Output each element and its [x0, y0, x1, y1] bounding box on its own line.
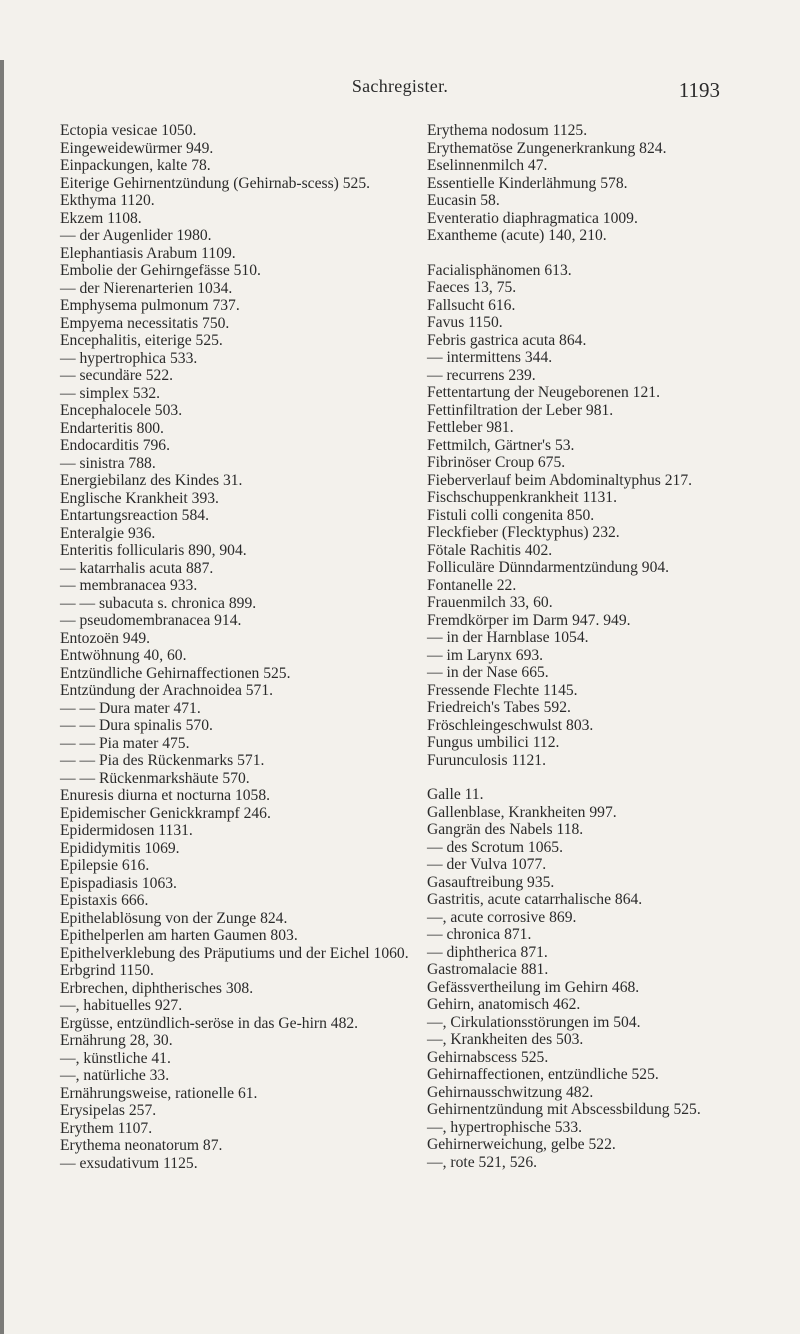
index-entry: —, habituelles 927.	[60, 997, 183, 1014]
index-entry: Gehirnentzündung mit Abscessbildung 525.	[427, 1101, 701, 1118]
index-entry: —, hypertrophische 533.	[427, 1118, 583, 1136]
index-entry: Fettinfiltration der Leber 981.	[427, 401, 614, 419]
index-entry: Fontanelle 22.	[427, 576, 517, 594]
index-entry: — — subacuta s. chronica 899.	[60, 594, 257, 612]
index-entry: — exsudativum 1125.	[60, 1154, 198, 1172]
index-entry: Gehirnabscess 525.	[427, 1048, 549, 1066]
section-gap	[427, 245, 797, 262]
index-entry: — im Larynx 693.	[427, 646, 544, 664]
index-entry: — des Scrotum 1065.	[427, 838, 564, 856]
index-entry: Eiterige Gehirnentzündung (Gehirnab-scess) 525.	[60, 174, 371, 192]
index-entry: Energiebilanz des Kindes 31.	[60, 472, 243, 489]
index-entry: —, Krankheiten des 503.	[427, 1031, 584, 1048]
index-entry: —, rote 521, 526.	[427, 1153, 538, 1171]
index-entry: Fallsucht 616.	[427, 296, 516, 314]
index-entry: Fressende Flechte 1145.	[427, 681, 578, 699]
index-entry: Fettentartung der Neugeborenen 121.	[427, 384, 660, 401]
index-entry: Facialisphänomen 613.	[427, 261, 572, 279]
running-title: Sachregister.	[351, 76, 449, 96]
index-entry: Fibrinöser Croup 675.	[427, 454, 566, 471]
index-entry: Englische Krankheit 393.	[60, 489, 219, 507]
index-entry: Fettleber 981.	[427, 419, 514, 436]
index-entry: Fröschleingeschwulst 803.	[427, 716, 594, 734]
page-number: 1193	[678, 78, 720, 102]
index-entry: — in der Nase 665.	[427, 664, 549, 681]
index-entry: Enteritis follicularis 890, 904.	[60, 542, 247, 559]
index-entry: Exantheme (acute) 140, 210.	[427, 227, 607, 244]
index-entry: Fistuli colli congenita 850.	[427, 506, 595, 524]
index-entry: —, natürliche 33.	[60, 1067, 170, 1084]
index-entry: Embolie der Gehirngefässe 510.	[60, 262, 261, 279]
index-section-f	[427, 262, 797, 770]
index-entry: — — Rückenmarkshäute 570.	[60, 769, 250, 787]
index-entry: Favus 1150.	[427, 314, 503, 331]
index-entry: — diphtherica 871.	[427, 943, 548, 961]
index-entry: Ekthyma 1120.	[60, 192, 155, 209]
index-entry: Erbgrind 1150.	[60, 962, 154, 979]
index-entry: Fischschuppenkrankheit 1131.	[427, 489, 617, 506]
index-entry: Gehirnausschwitzung 482.	[427, 1083, 594, 1101]
index-entry: Epidemischer Genickkrampf 246.	[60, 804, 271, 822]
index-entry: Friedreich's Tabes 592.	[427, 699, 571, 716]
index-entry: Ectopia vesicae 1050.	[60, 122, 197, 139]
index-entry: Galle 11.	[427, 786, 484, 803]
index-entry: — — Dura spinalis 570.	[60, 717, 213, 734]
index-section-e-continued	[427, 122, 797, 245]
index-entry: — — Pia des Rückenmarks 571.	[60, 752, 265, 769]
index-entry: Epistaxis 666.	[60, 892, 149, 909]
index-entry: Gallenblase, Krankheiten 997.	[427, 803, 617, 821]
index-entry: —, acute corrosive 869.	[427, 908, 577, 926]
index-entry: Faeces 13, 75.	[427, 279, 517, 296]
index-entry: Gefässvertheilung im Gehirn 468.	[427, 978, 640, 996]
index-entry: Gehirnerweichung, gelbe 522.	[427, 1136, 616, 1153]
index-entry: Eucasin 58.	[427, 192, 500, 209]
index-entry: Empyema necessitatis 750.	[60, 314, 230, 332]
index-entry: Fieberverlauf beim Abdominaltyphus 217.	[427, 471, 693, 489]
index-entry: Entwöhnung 40, 60.	[60, 647, 187, 664]
page-binding-edge	[0, 60, 4, 1334]
index-entry: Epilepsie 616.	[60, 857, 150, 874]
index-entry: — intermittens 344.	[427, 349, 553, 366]
index-entry: Ernährung 28, 30.	[60, 1032, 173, 1049]
index-entry: Enteralgie 936.	[60, 524, 156, 542]
index-entry: Essentielle Kinderlähmung 578.	[427, 174, 628, 192]
index-entry: Elephantiasis Arabum 1109.	[60, 244, 236, 262]
index-entry: Entzündung der Arachnoidea 571.	[60, 682, 274, 699]
index-entry: Encephalitis, eiterige 525.	[60, 332, 223, 349]
index-entry: — katarrhalis acuta 887.	[60, 559, 214, 577]
index-entry: Einpackungen, kalte 78.	[60, 157, 211, 174]
index-entry: Endocarditis 796.	[60, 437, 171, 454]
index-entry: Erythema nodosum 1125.	[427, 122, 588, 139]
index-entry: Erbrechen, diphtherisches 308.	[60, 979, 254, 997]
index-entry: Erythematöse Zungenerkrankung 824.	[427, 139, 667, 157]
index-entry: Epispadiasis 1063.	[60, 874, 177, 892]
index-entry: Gastritis, acute catarrhalische 864.	[427, 891, 643, 908]
index-entry: Fettmilch, Gärtner's 53.	[427, 436, 575, 454]
index-entry: — pseudomembranacea 914.	[60, 612, 242, 629]
index-entry: Emphysema pulmonum 737.	[60, 297, 240, 314]
index-entry: Eselinnenmilch 47.	[427, 157, 548, 174]
index-entry: — recurrens 239.	[427, 366, 536, 384]
index-entry: Epididymitis 1069.	[60, 839, 180, 857]
index-entry: Erythema neonatorum 87.	[60, 1137, 223, 1154]
index-entry: — sinistra 788.	[60, 454, 156, 472]
index-entry: Fremdkörper im Darm 947. 949.	[427, 611, 631, 629]
index-entry: Epithelperlen am harten Gaumen 803.	[60, 927, 298, 944]
index-column-right	[427, 122, 797, 1171]
index-entry: Endarteritis 800.	[60, 419, 164, 437]
index-entry: Fungus umbilici 112.	[427, 734, 560, 751]
index-entry: Ergüsse, entzündlich-seröse in das Ge-hirn 482.	[60, 1014, 359, 1032]
index-entry: Eingeweidewürmer 949.	[60, 139, 214, 157]
index-entry: — der Augenlider 1980.	[60, 227, 212, 244]
index-entry: — in der Harnblase 1054.	[427, 629, 589, 646]
index-entry: — hypertrophica 533.	[60, 349, 198, 367]
index-entry: Erysipelas 257.	[60, 1102, 157, 1119]
index-entry: — der Nierenarterien 1034.	[60, 279, 233, 297]
index-entry: Gangrän des Nabels 118.	[427, 821, 584, 838]
index-entry: Epidermidosen 1131.	[60, 822, 193, 839]
index-entry: Febris gastrica acuta 864.	[427, 331, 587, 349]
index-entry: Entzündliche Gehirnaffectionen 525.	[60, 664, 291, 682]
index-entry: Ernährungsweise, rationelle 61.	[60, 1084, 258, 1102]
index-entry: Encephalocele 503.	[60, 402, 183, 419]
page-header	[0, 76, 800, 106]
index-entry: Entozoën 949.	[60, 629, 151, 647]
index-entry: —, künstliche 41.	[60, 1049, 171, 1067]
index-entry: Furunculosis 1121.	[427, 751, 546, 769]
index-entry: Gastromalacie 881.	[427, 961, 549, 978]
index-entry: Fötale Rachitis 402.	[427, 541, 553, 559]
index-entry: — der Vulva 1077.	[427, 856, 547, 873]
index-entry: Ekzem 1108.	[60, 209, 142, 227]
index-entry: Epithelablösung von der Zunge 824.	[60, 909, 288, 927]
index-entry: Eventeratio diaphragmatica 1009.	[427, 209, 638, 227]
index-entry: — — Pia mater 475.	[60, 734, 190, 752]
index-entry: Folliculäre Dünndarmentzündung 904.	[427, 559, 670, 576]
index-entry: Gehirnaffectionen, entzündliche 525.	[427, 1066, 659, 1083]
index-entry: Enuresis diurna et nocturna 1058.	[60, 787, 271, 804]
index-entry: — chronica 871.	[427, 926, 532, 943]
index-column-left	[60, 122, 415, 1172]
section-gap	[427, 769, 797, 786]
index-entry: Erythem 1107.	[60, 1119, 153, 1137]
index-entry: Gasauftreibung 935.	[427, 873, 555, 891]
index-entry: — simplex 532.	[60, 384, 161, 402]
index-entry: Entartungsreaction 584.	[60, 507, 209, 524]
index-entry: — membranacea 933.	[60, 577, 198, 594]
index-entry: Frauenmilch 33, 60.	[427, 594, 553, 611]
index-entry: — secundäre 522.	[60, 367, 174, 384]
index-entry: — — Dura mater 471.	[60, 699, 201, 717]
index-entry: Fleckfieber (Flecktyphus) 232.	[427, 524, 620, 541]
index-entry: —, Cirkulationsstörungen im 504.	[427, 1013, 641, 1031]
index-entry: Epithelverklebung des Präputiums und der Eichel 1060.	[60, 944, 409, 962]
index-section-g	[427, 786, 797, 1171]
index-entry: Gehirn, anatomisch 462.	[427, 996, 581, 1013]
